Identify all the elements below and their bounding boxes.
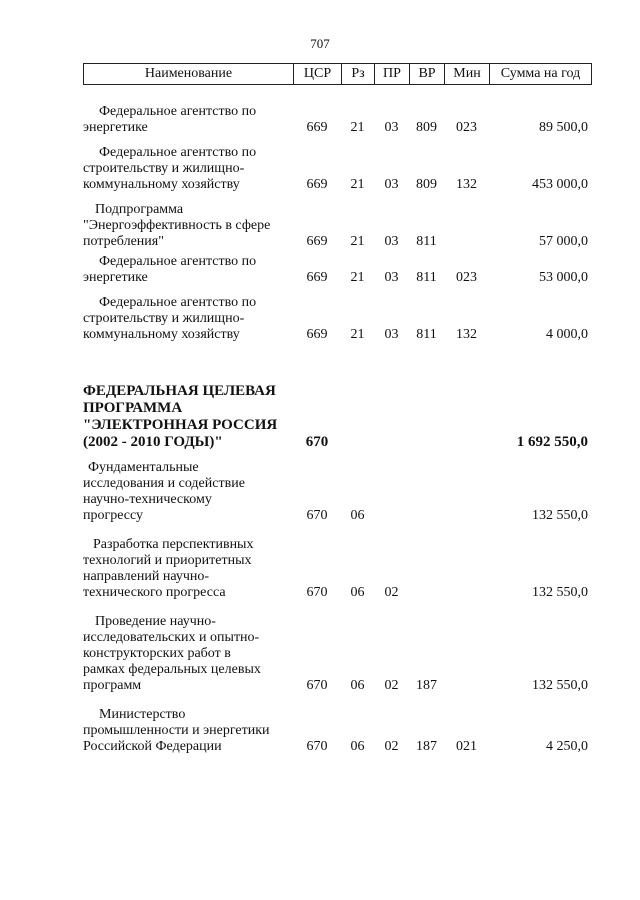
row-vr: 811 <box>416 270 437 285</box>
row-name-line: "Энергоэффективность в сфере <box>83 218 271 233</box>
row-name <box>83 383 293 451</box>
row-min: 023 <box>456 120 477 135</box>
row-pr: 02 <box>384 585 399 600</box>
row-name-line: технологий и приоритетных <box>83 553 252 568</box>
row-name-line: Федеральное агентство по <box>99 145 257 160</box>
row-csr: 670 <box>306 508 328 523</box>
row-rz: 21 <box>350 177 365 192</box>
row-name-line: коммунальному хозяйству <box>83 327 240 342</box>
row-csr: 669 <box>306 120 328 135</box>
row-rz: 06 <box>350 585 365 600</box>
row-min <box>444 460 489 524</box>
row-vr <box>409 383 444 451</box>
row-name-line: строительству и жилищно- <box>83 311 245 326</box>
row-name-line: Фундаментальные <box>88 460 199 475</box>
row-name-line: прогрессу <box>83 508 144 523</box>
row-name-line: (2002 - 2010 ГОДЫ)" <box>83 434 223 450</box>
table-row <box>83 254 591 286</box>
row-rz: 06 <box>350 678 365 693</box>
row-sum: 57 000,0 <box>539 234 588 249</box>
row-name-line: потребления" <box>83 234 164 249</box>
row-name-line: Проведение научно- <box>95 614 216 629</box>
row-name <box>83 537 293 601</box>
page-number: 707 <box>310 36 330 51</box>
row-spacer <box>83 136 591 145</box>
row-name-line: направлений научно- <box>83 569 210 584</box>
row-csr: 669 <box>306 234 328 249</box>
row-csr: 669 <box>306 327 328 342</box>
row-name-line: Министерство <box>99 707 186 722</box>
row-sum: 4 250,0 <box>546 739 588 754</box>
row-rz: 21 <box>350 120 365 135</box>
row-spacer <box>83 343 591 383</box>
row-spacer <box>83 601 591 614</box>
row-min: 132 <box>456 177 477 192</box>
row-rz: 06 <box>350 508 365 523</box>
row-name-line: исследования и содействие <box>83 476 245 491</box>
row-name-line: ФЕДЕРАЛЬНАЯ ЦЕЛЕВАЯ <box>83 383 276 399</box>
row-vr: 811 <box>416 327 437 342</box>
row-name-line: энергетике <box>83 270 148 285</box>
row-min <box>444 614 489 694</box>
header-name: Наименование <box>84 64 294 85</box>
row-pr <box>374 383 409 451</box>
row-vr: 187 <box>416 739 437 754</box>
table-row <box>83 707 591 755</box>
row-name-line: энергетике <box>83 120 148 135</box>
row-name <box>83 707 293 755</box>
row-rz: 21 <box>350 234 365 249</box>
row-vr: 809 <box>416 120 437 135</box>
row-sum: 132 550,0 <box>532 678 588 693</box>
row-name-line: конструкторских работ в <box>83 646 231 661</box>
column-header <box>83 63 592 85</box>
row-rz: 06 <box>350 739 365 754</box>
header-csr: ЦСР <box>294 64 342 85</box>
table-row <box>83 383 591 451</box>
row-name-line: строительству и жилищно- <box>83 161 245 176</box>
row-pr: 03 <box>384 234 399 249</box>
row-csr: 670 <box>305 434 329 450</box>
row-name <box>83 460 293 524</box>
row-pr: 03 <box>384 120 399 135</box>
row-pr: 02 <box>384 678 399 693</box>
row-name <box>83 202 293 250</box>
row-vr: 811 <box>416 234 437 249</box>
row-sum: 453 000,0 <box>532 177 588 192</box>
table-row <box>83 145 591 193</box>
row-name-line: рамках федеральных целевых <box>83 662 261 677</box>
row-name-line: "ЭЛЕКТРОННАЯ РОССИЯ <box>83 417 278 433</box>
row-spacer <box>83 286 591 295</box>
header-pr: ПР <box>375 64 410 85</box>
budget-table <box>83 104 591 755</box>
row-vr: 809 <box>416 177 437 192</box>
row-min: 023 <box>456 270 477 285</box>
row-name-line: Федеральное агентство по <box>99 104 257 119</box>
row-vr <box>409 537 444 601</box>
row-name-line: Федеральное агентство по <box>99 254 257 269</box>
row-csr: 670 <box>306 678 328 693</box>
row-spacer <box>83 694 591 707</box>
row-sum: 4 000,0 <box>546 327 588 342</box>
row-sum: 132 550,0 <box>532 508 588 523</box>
row-pr <box>374 460 409 524</box>
row-sum: 132 550,0 <box>532 585 588 600</box>
header-sum: Сумма на год <box>490 64 592 85</box>
row-name-line: коммунальному хозяйству <box>83 177 240 192</box>
row-spacer <box>83 193 591 202</box>
row-rz: 21 <box>350 327 365 342</box>
row-name <box>83 104 293 136</box>
row-min: 021 <box>456 739 477 754</box>
row-rz <box>341 383 374 451</box>
row-name-line: ПРОГРАММА <box>83 400 183 416</box>
table-row <box>83 104 591 136</box>
row-name-line: исследовательских и опытно- <box>83 630 260 645</box>
header-min: Мин <box>445 64 490 85</box>
row-name-line: Подпрограмма <box>95 202 184 217</box>
row-csr: 670 <box>306 585 328 600</box>
row-name <box>83 295 293 343</box>
row-name-line: программ <box>83 678 142 693</box>
row-vr: 187 <box>416 678 437 693</box>
row-pr: 03 <box>384 270 399 285</box>
row-spacer <box>83 451 591 460</box>
row-sum: 53 000,0 <box>539 270 588 285</box>
row-min: 132 <box>456 327 477 342</box>
row-name-line: научно-техническому <box>83 492 212 507</box>
row-min <box>444 202 489 250</box>
row-name <box>83 614 293 694</box>
row-name-line: промышленности и энергетики <box>83 723 270 738</box>
table-row <box>83 295 591 343</box>
row-rz: 21 <box>350 270 365 285</box>
row-csr: 670 <box>306 739 328 754</box>
table-row <box>83 460 591 524</box>
row-name-line: Разработка перспективных <box>93 537 254 552</box>
header-vr: ВР <box>410 64 445 85</box>
table-row <box>83 614 591 694</box>
row-csr: 669 <box>306 270 328 285</box>
row-pr: 02 <box>384 739 399 754</box>
table-row <box>83 537 591 601</box>
row-sum: 1 692 550,0 <box>516 434 588 450</box>
row-min <box>444 383 489 451</box>
row-pr: 03 <box>384 327 399 342</box>
row-name-line: Российской Федерации <box>83 739 222 754</box>
row-name-line: Федеральное агентство по <box>99 295 257 310</box>
row-name-line: технического прогресса <box>83 585 226 600</box>
table-row <box>83 202 591 250</box>
row-vr <box>409 460 444 524</box>
row-min <box>444 537 489 601</box>
header-rz: Рз <box>342 64 375 85</box>
row-name <box>83 254 293 286</box>
row-name <box>83 145 293 193</box>
row-csr: 669 <box>306 177 328 192</box>
row-pr: 03 <box>384 177 399 192</box>
row-spacer <box>83 524 591 537</box>
row-sum: 89 500,0 <box>539 120 588 135</box>
